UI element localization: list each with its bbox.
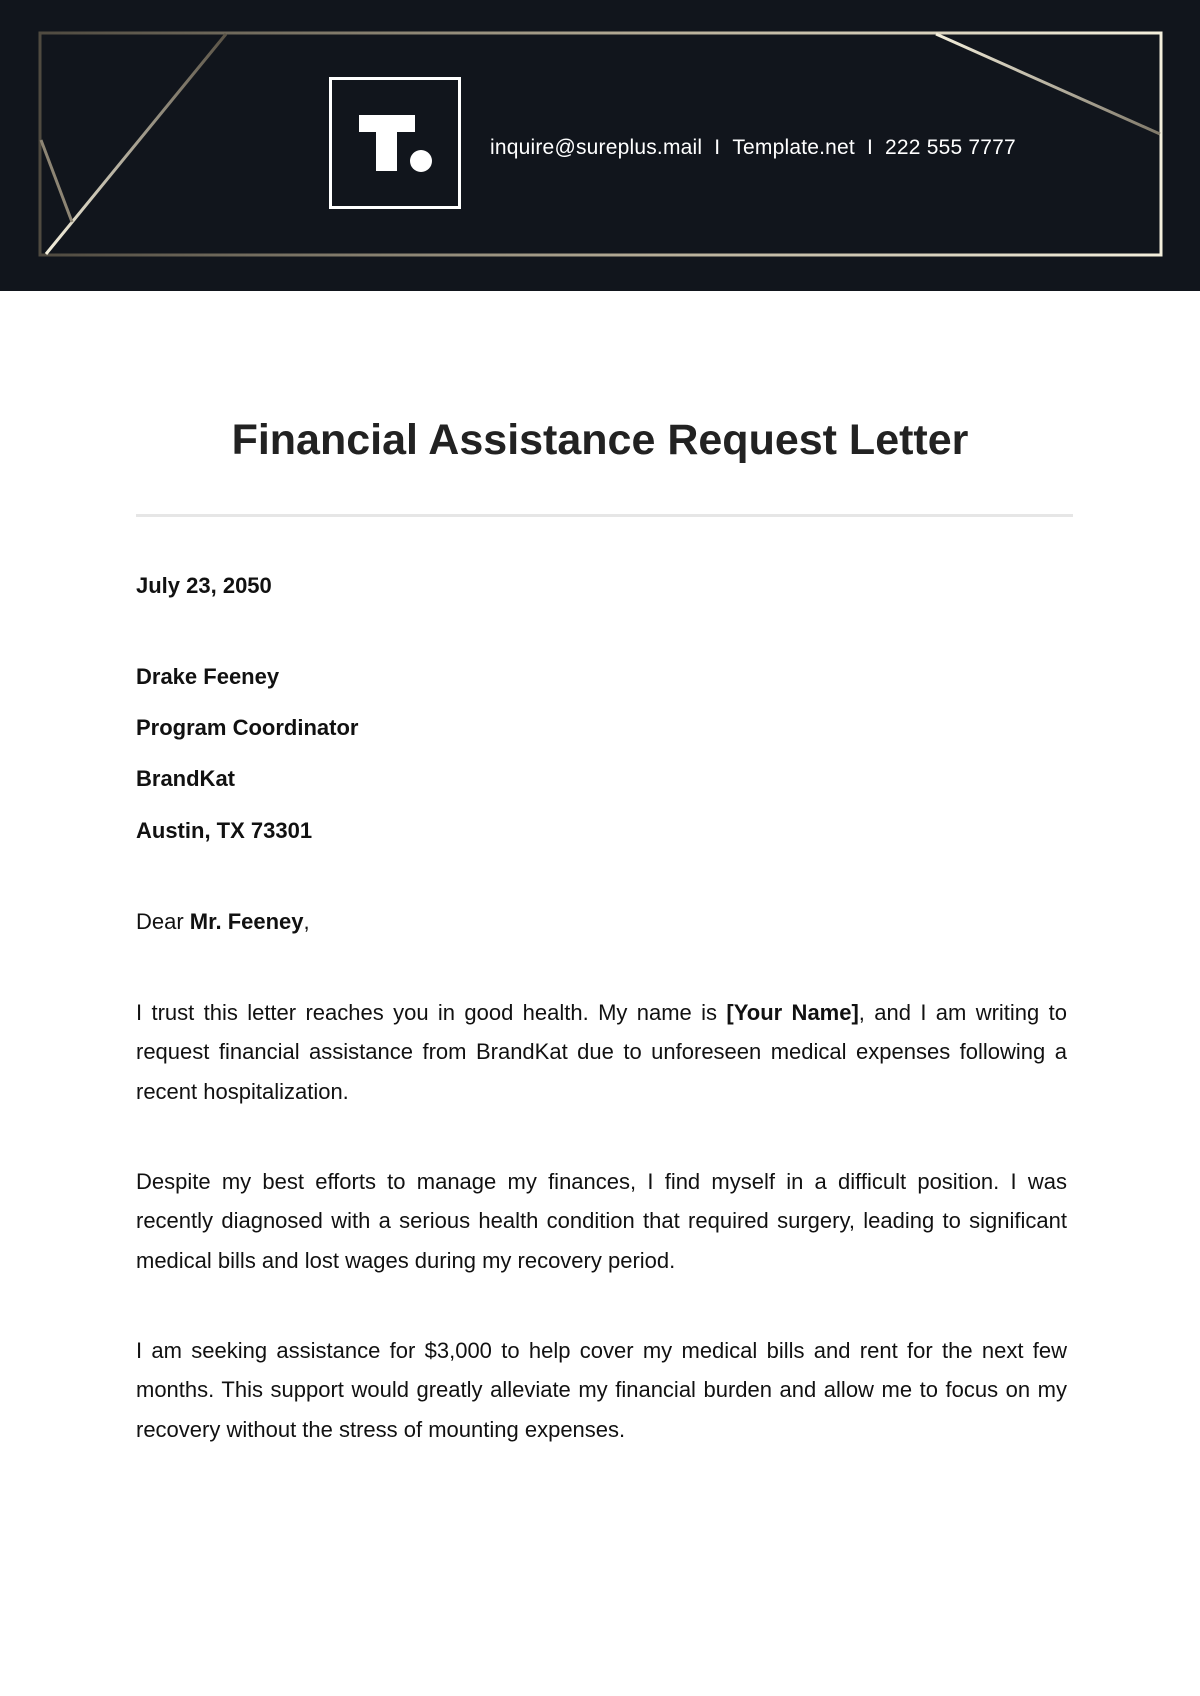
salutation-prefix: Dear (136, 909, 190, 934)
company-logo (329, 77, 461, 209)
letter-date: July 23, 2050 (136, 573, 272, 598)
contact-info (490, 133, 1016, 163)
salutation-suffix: , (303, 909, 310, 934)
paragraph-situation: Despite my best efforts to manage my finances, I find myself in a difficult position. I was recently diagnosed with a serious health condition that required surgery, leading to significant medical bills and lost wages during my recovery period. (136, 1169, 1067, 1273)
contact-separator: I (866, 136, 874, 159)
recipient-name: Drake Feeney (136, 664, 280, 689)
paragraph-intro (136, 993, 1067, 1111)
contact-website[interactable]: Template.net (732, 136, 855, 159)
recipient-position: Program Coordinator (136, 715, 359, 740)
paragraph-request: I am seeking assistance for $3,000 to help cover my medical bills and rent for the next few months. This support would greatly alleviate my financial burden and allow me to focus on my recovery without the stress of mounting expenses. (136, 1338, 1067, 1442)
recipient-address: Austin, TX 73301 (136, 818, 313, 843)
paragraph-intro-before: I trust this letter reaches you in good health. My name is (136, 1000, 727, 1025)
contact-phone: 222 555 7777 (885, 136, 1016, 159)
document-title: Financial Assistance Request Letter (231, 416, 969, 464)
letterhead-banner (0, 0, 1200, 291)
paragraph-intro-after: , and I am writing to request financial assistance from BrandKat due to unforeseen medical expenses following a recent hospitalization. (136, 1000, 1067, 1104)
contact-separator: I (714, 136, 721, 159)
contact-email[interactable]: inquire@sureplus.mail (490, 136, 703, 159)
template-t-logo-icon (332, 80, 458, 206)
placeholder-your-name: [Your Name] (726, 1000, 859, 1025)
salutation-name: Mr. Feeney (189, 909, 304, 934)
title-divider (136, 514, 1073, 517)
salutation (136, 907, 310, 937)
recipient-company: BrandKat (136, 766, 236, 791)
